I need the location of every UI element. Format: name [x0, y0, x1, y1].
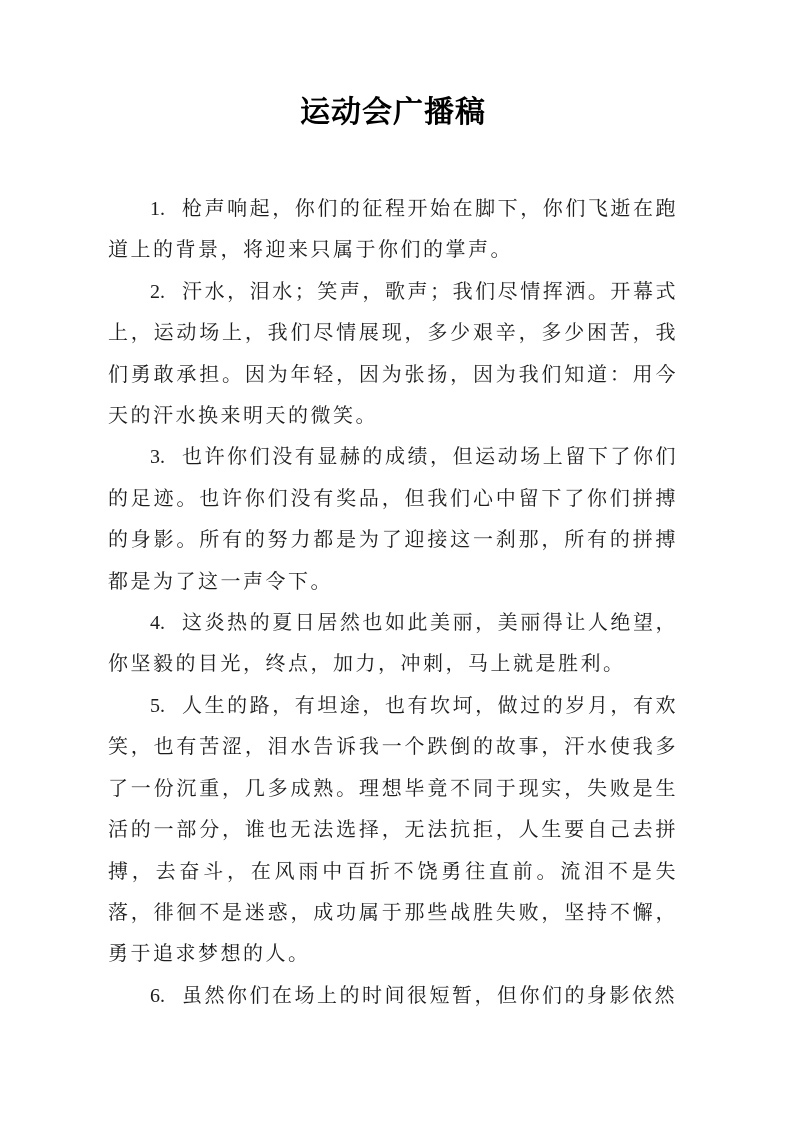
- paragraph-number: 5.: [150, 694, 165, 717]
- broadcast-paragraph-2: [108, 272, 678, 438]
- paragraph-text: 也许你们没有显赫的成绩，但运动场上留下了你们的足迹。也许你们没有奖品，但我们心中留下了你们拼搏的身影。所有的努力都是为了迎接这一刹那，所有的拼搏都是为了这一声令下。: [108, 446, 678, 593]
- paragraph-number: 4.: [150, 612, 165, 635]
- broadcast-paragraph-5: [108, 686, 678, 976]
- paragraph-text: 汗水，泪水；笑声，歌声；我们尽情挥洒。开幕式上，运动场上，我们尽情展现，多少艰辛，多少困苦，我们勇敢承担。因为年轻，因为张扬，因为我们知道：用今天的汗水换来明天的微笑。: [108, 280, 678, 428]
- paragraph-text: 虽然你们在场上的时间很短暂，但你们的身影依然: [182, 984, 677, 1007]
- paragraph-number: 2.: [150, 280, 165, 303]
- document-title: 运动会广播稿: [300, 96, 486, 129]
- paragraph-text: 这炎热的夏日居然也如此美丽，美丽得让人绝望，你坚毅的目光，终点，加力，冲刺，马上就是胜利。: [108, 612, 678, 676]
- paragraph-text: 人生的路，有坦途，也有坎坷，做过的岁月，有欢笑，也有苦涩，泪水告诉我一个跌倒的故事，汗水使我多了一份沉重，几多成熟。理想毕竟不同于现实，失败是生活的一部分，谁也无法选择，无法抗拒，人生要自己去拼搏，去奋斗，在风雨中百折不饶勇往直前。流泪不是失落，徘徊不是迷惑，成功属于那些战胜失败，坚持不懈，勇于追求梦想的人。: [108, 694, 678, 966]
- broadcast-paragraph-6: [108, 976, 678, 1017]
- broadcast-paragraph-4: [108, 603, 678, 686]
- paragraph-number: 1.: [150, 198, 165, 220]
- document-body: [108, 189, 678, 1017]
- broadcast-paragraph-3: [108, 437, 678, 603]
- broadcast-paragraph-1: [108, 189, 678, 272]
- paragraph-number: 6.: [150, 984, 165, 1007]
- paragraph-number: 3.: [150, 446, 165, 469]
- paragraph-text: 枪声响起，你们的征程开始在脚下，你们飞逝在跑道上的背景，将迎来只属于你们的掌声。: [108, 198, 678, 262]
